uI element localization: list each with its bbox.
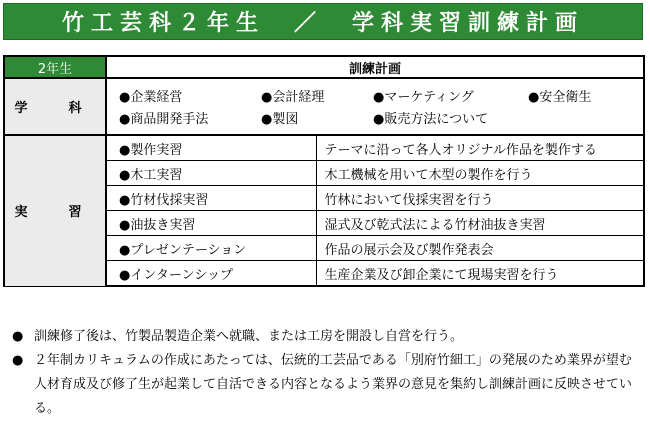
subject-item: ●商品開発手法 [119,112,209,127]
practical-desc: 湿式及び乾式法による竹材油抜き実習 [316,211,644,236]
practical-name: ●竹材伐採実習 [106,186,316,211]
practical-name: ●製作実習 [106,135,316,161]
subject-row [119,107,643,129]
practical-desc: テーマに沿って各人オリジナル作品を製作する [316,135,644,161]
year-label: 2年生 [4,56,106,78]
practical-name: ●インターンシップ [106,261,316,287]
practical-row [4,135,644,161]
bullet-icon: ● [12,353,24,368]
table-header-row [4,56,644,78]
practical-label: 実 習 [4,135,106,286]
practical-name: ●プレゼンテーション [106,236,316,261]
bullet-icon: ● [12,329,24,344]
practical-desc: 作品の展示会及び製作発表会 [316,236,644,261]
table-header: 訓練計画 [106,56,644,78]
practical-name: ●木工実習 [106,161,316,186]
subject-item: ●製図 [261,112,299,127]
academic-row [4,78,644,135]
subject-item: ●企業経営 [119,90,183,105]
note-item [12,325,642,349]
note-item [12,349,642,421]
note-text: 訓練修了後は、竹製品製造企業へ就職、または工房を開設し自営を行う。 [34,329,464,344]
training-plan-table [3,55,645,287]
practical-desc: 生産企業及び卸企業にて現場実習を行う [316,261,644,287]
subject-item: ●会計経理 [261,90,325,105]
practical-name: ●油抜き実習 [106,211,316,236]
academic-label: 学 科 [4,78,106,135]
practical-desc: 木工機械を用いて木型の製作を行う [316,161,644,186]
title-banner [3,3,643,40]
page-title: 竹工芸科２年生 ／ 学科実習訓練計画 [61,11,584,36]
subject-item: ●安全衛生 [528,90,592,105]
notes-list [12,325,642,421]
subject-item: ●マーケティング [373,90,474,105]
practical-desc: 竹林において伐採実習を行う [316,186,644,211]
subject-row [119,85,643,107]
academic-subjects [106,78,644,135]
note-text: ２年制カリキュラムの作成にあたっては、伝統的工芸品である「別府竹細工」の発展のため業界が望む人材育成及び修了生が起業して自活できる内容となるよう業界の意見を集約し訓練計画に反映させている。 [34,353,633,416]
subject-item: ●販売方法について [373,112,489,127]
